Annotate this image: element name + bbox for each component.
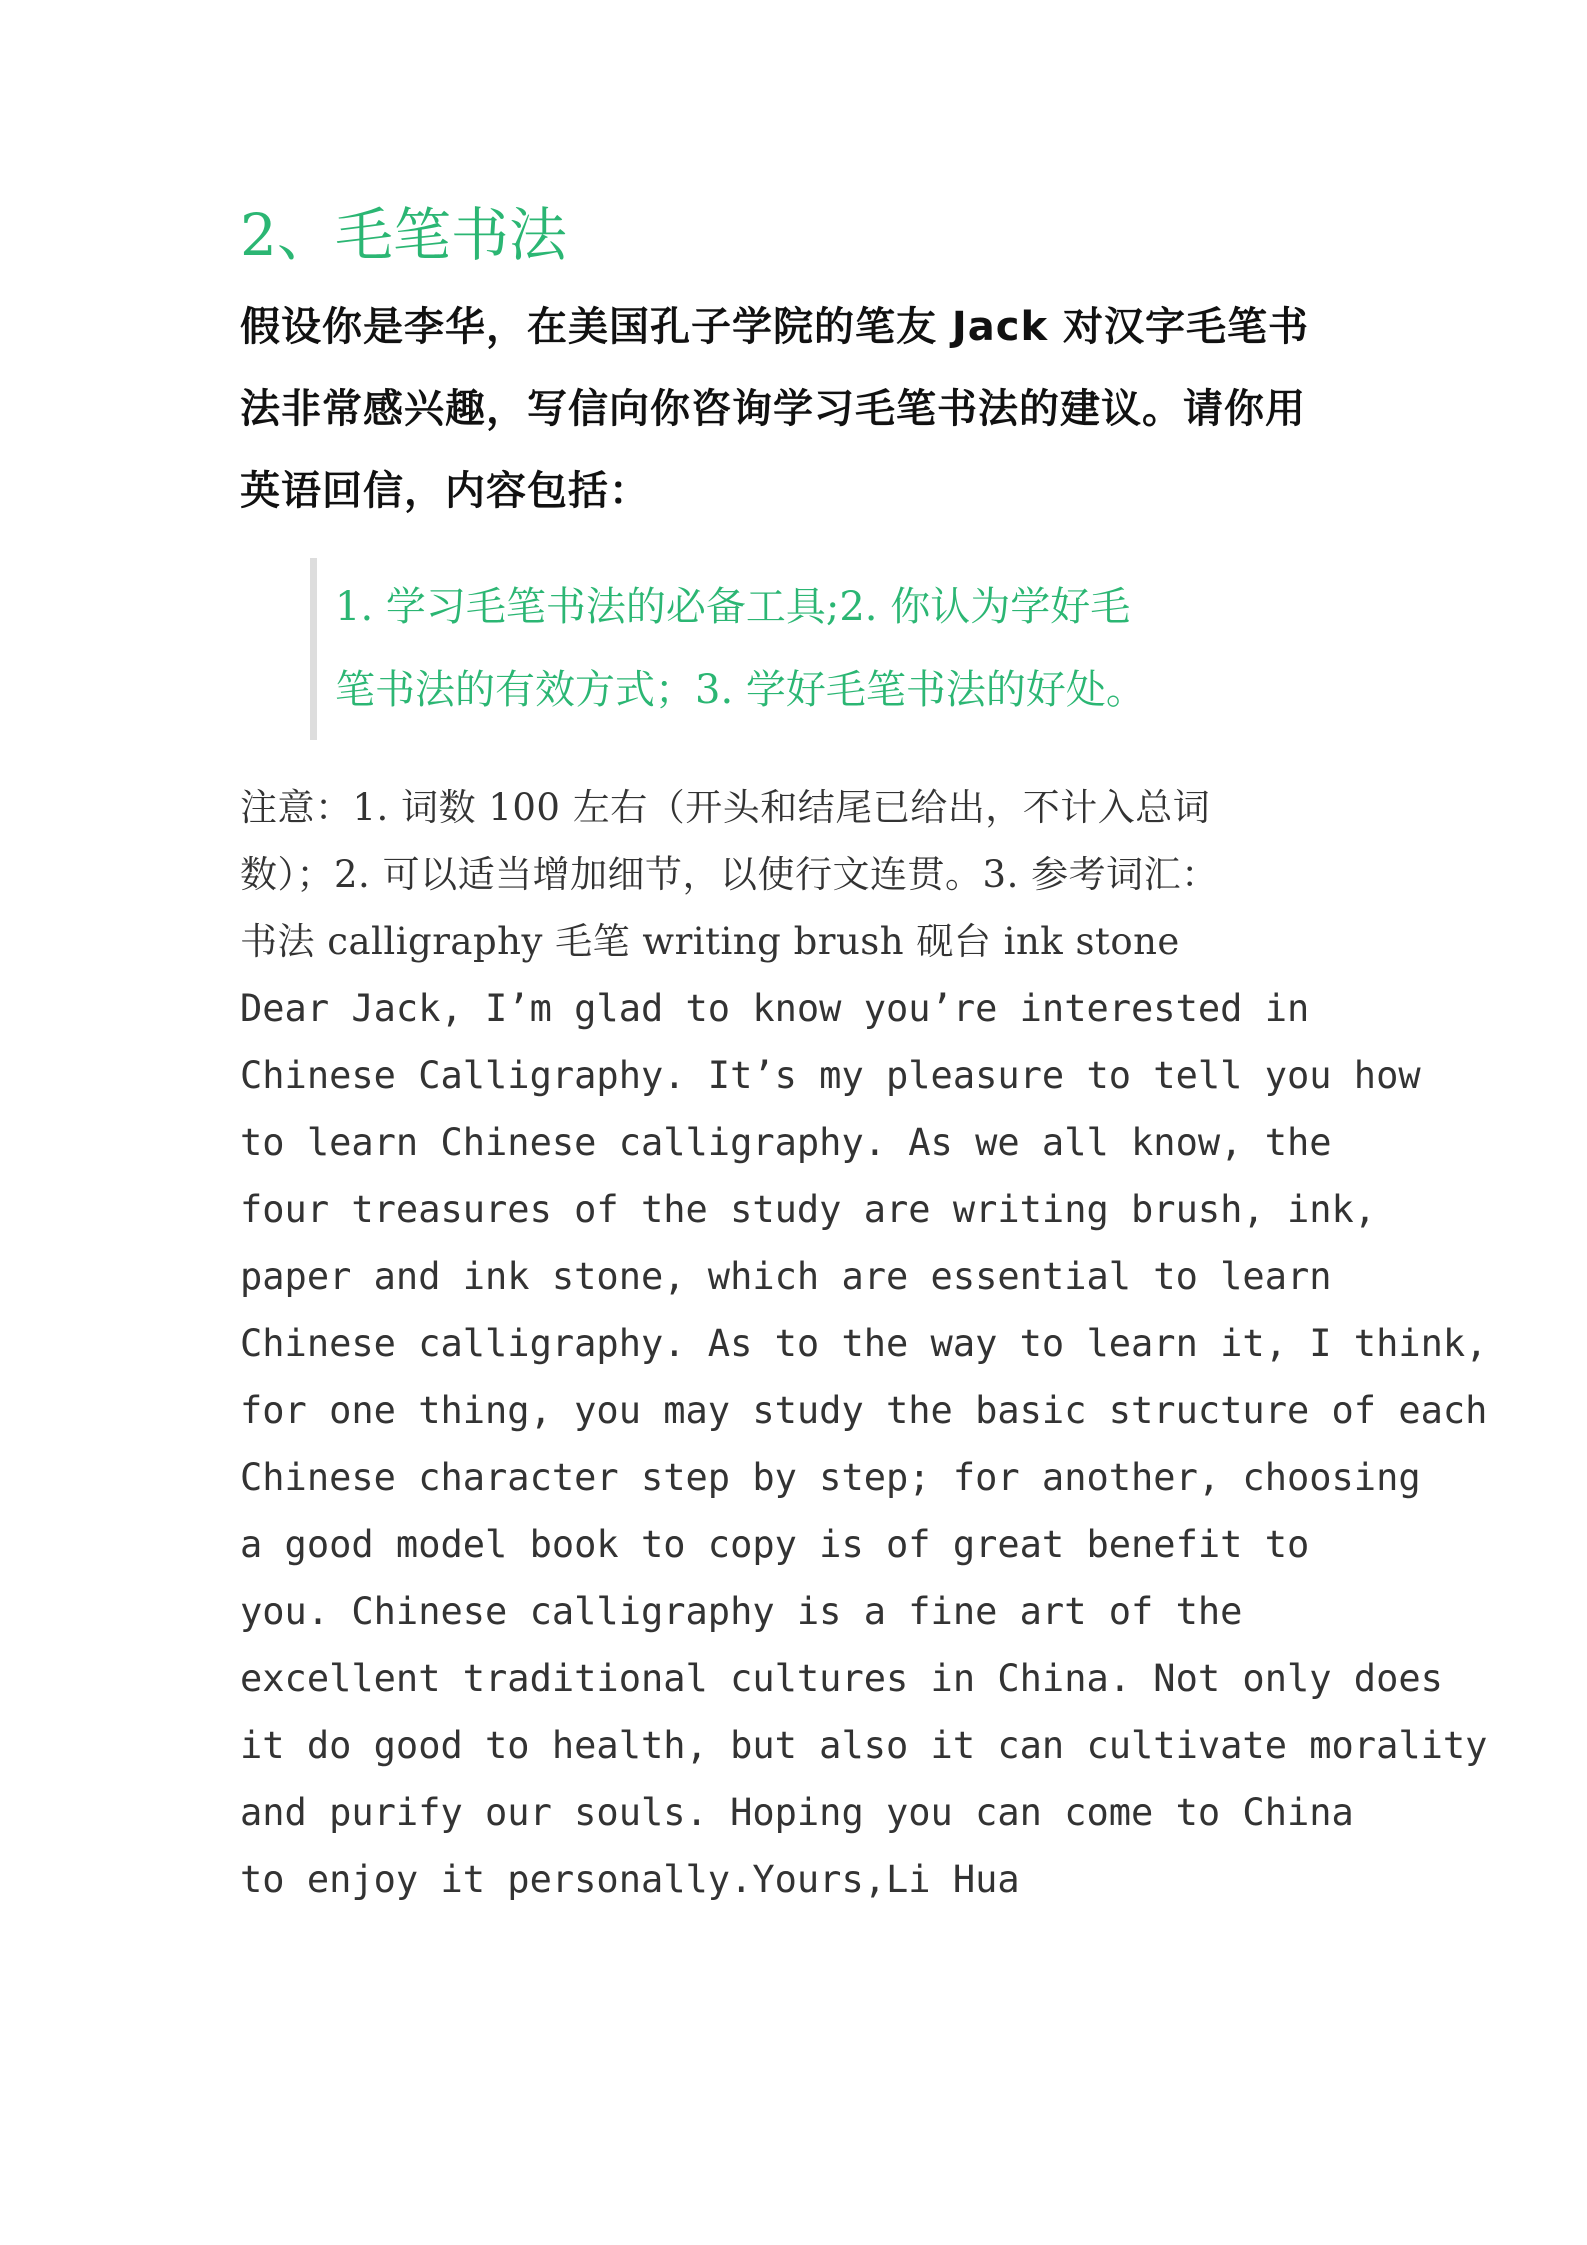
task-prompt-line: 假设你是李华，在美国孔子学院的笔友 Jack 对汉字毛笔书 — [240, 304, 1310, 350]
letter-line: four treasures of the study are writing brush, ink, — [240, 1188, 1377, 1231]
requirements-blockquote — [310, 558, 1255, 740]
notes-line: 注意：1. 词数 100 左右（开头和结尾已给出，不计入总词 — [240, 786, 1211, 829]
letter-line: to learn Chinese calligraphy. As we all know, the — [240, 1121, 1332, 1164]
document-page — [240, 190, 1488, 1913]
requirements-line: 1. 学习毛笔书法的必备工具;2. 你认为学好毛 — [335, 584, 1131, 630]
letter-line: excellent traditional cultures in China. Not only does — [240, 1657, 1443, 1700]
letter-line: a good model book to copy is of great benefit to — [240, 1523, 1310, 1566]
letter-line: you. Chinese calligraphy is a fine art of the — [240, 1590, 1243, 1633]
letter-line: and purify our souls. Hoping you can come to China — [240, 1791, 1354, 1834]
letter-line: it do good to health, but also it can cultivate morality — [240, 1724, 1488, 1767]
task-prompt-line: 法非常感兴趣，写信向你咨询学习毛笔书法的建议。请你用 — [240, 386, 1306, 432]
section-heading: 2、毛笔书法 — [240, 201, 567, 269]
letter-line: Chinese calligraphy. As to the way to learn it, I think, — [240, 1322, 1488, 1365]
letter-line: Chinese Calligraphy. It’s my pleasure to tell you how — [240, 1054, 1421, 1097]
letter-line: paper and ink stone, which are essential to learn — [240, 1255, 1332, 1298]
letter-line: Dear Jack, I’m glad to know you’re interested in — [240, 987, 1310, 1030]
letter-line: Chinese character step by step; for another, choosing — [240, 1456, 1421, 1499]
task-prompt — [240, 286, 1350, 532]
requirements-line: 笔书法的有效方式；3. 学好毛笔书法的好处。 — [335, 667, 1146, 713]
notes-and-letter — [240, 774, 1488, 1913]
letter-line: for one thing, you may study the basic structure of each — [240, 1389, 1488, 1432]
vocabulary-line: 书法 calligraphy 毛笔 writing brush 砚台 ink stone — [240, 920, 1180, 963]
notes-line: 数）；2. 可以适当增加细节，以使行文连贯。3. 参考词汇： — [240, 853, 1219, 896]
letter-signoff-line: to enjoy it personally.Yours,Li Hua — [240, 1858, 1020, 1901]
task-prompt-line: 英语回信，内容包括： — [240, 468, 650, 514]
